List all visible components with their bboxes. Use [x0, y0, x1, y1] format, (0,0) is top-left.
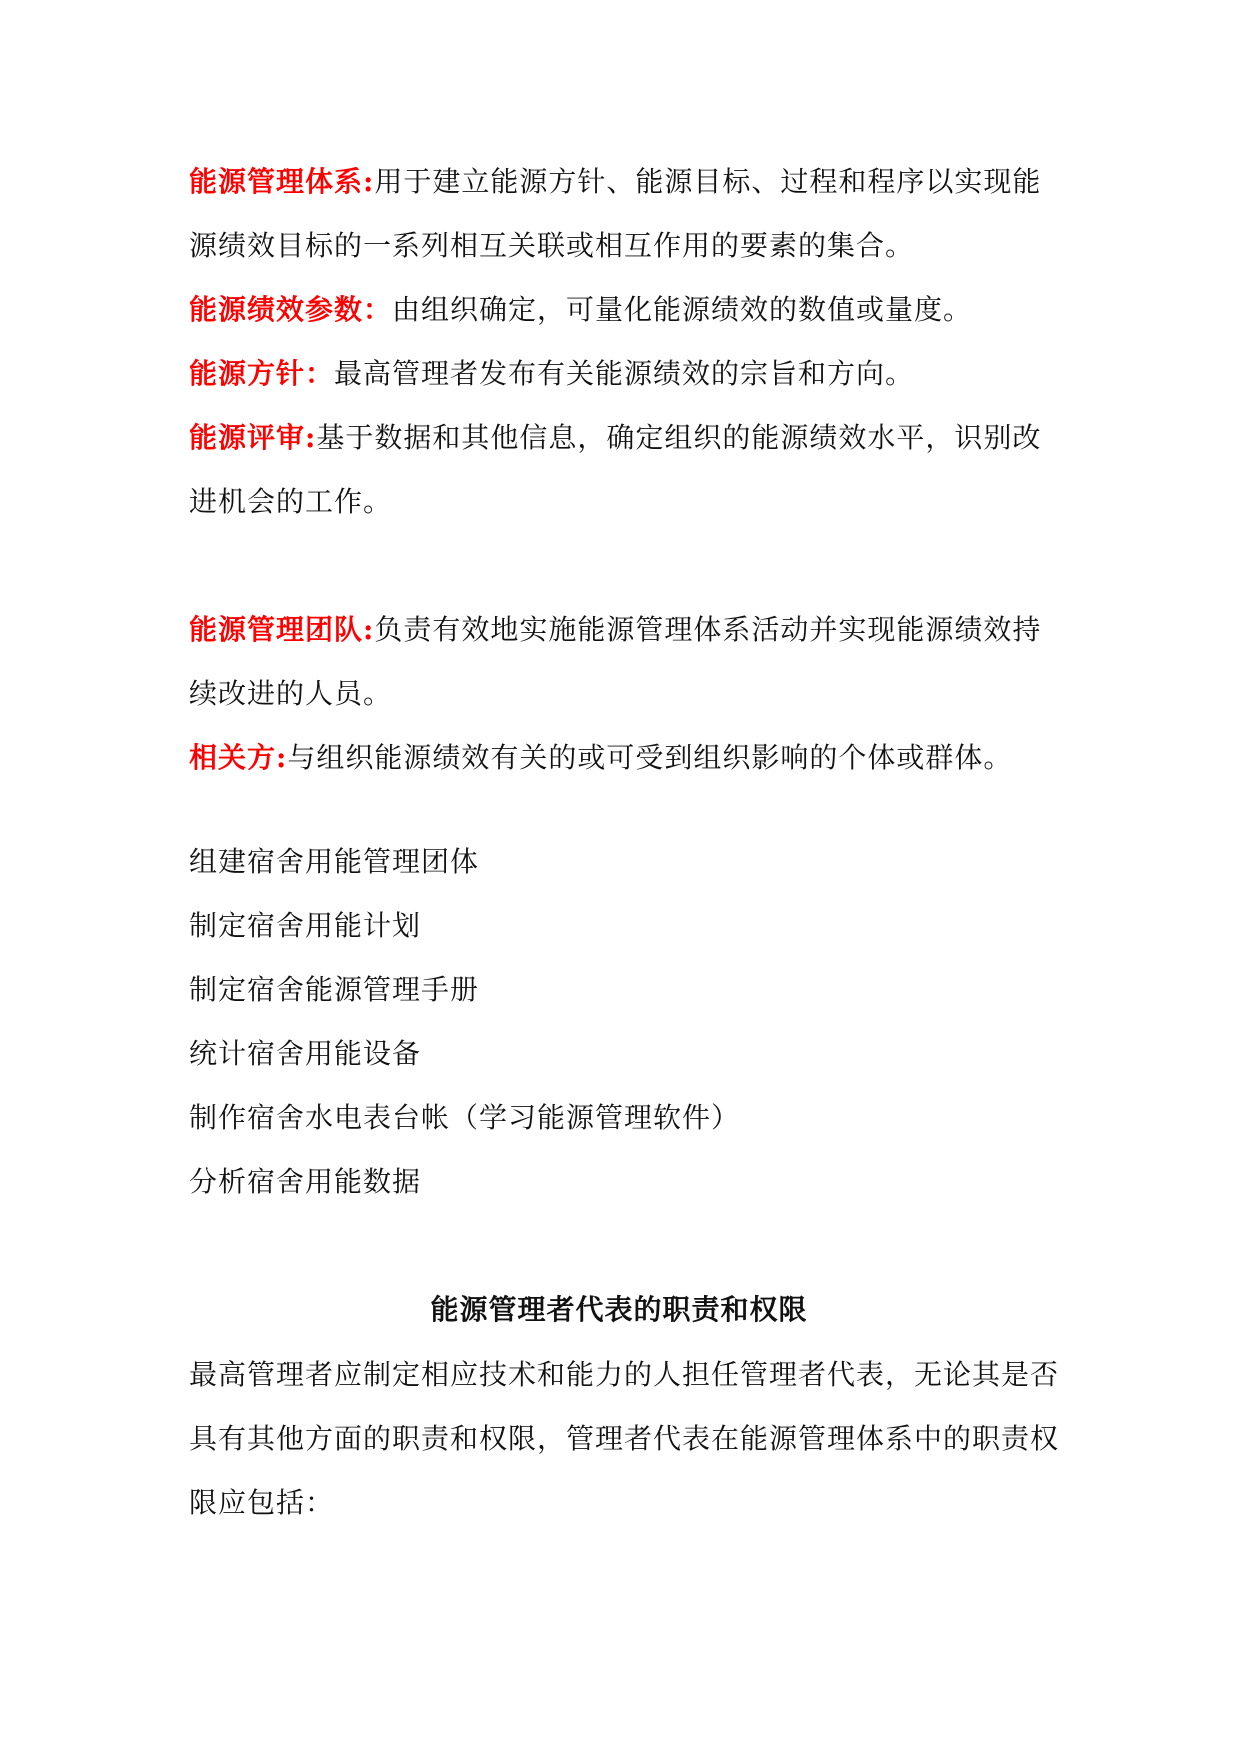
definition-text: 用于建立能源方针、能源目标、过程和程序以实现能源绩效目标的一系列相互关联或相互作用的要素的集合。: [189, 165, 1042, 262]
definition-energy-review: [189, 406, 1069, 534]
definition-term: 能源方针：: [189, 357, 335, 390]
definition-term: 相关方:: [189, 741, 288, 774]
definition-interested-party: [189, 726, 1069, 790]
definition-energy-performance-indicator: [189, 278, 1069, 342]
task-item: 制定宿舍用能计划: [189, 909, 422, 942]
definition-term: 能源管理体系:: [189, 165, 375, 198]
task-item: 分析宿舍用能数据: [189, 1165, 422, 1198]
section-heading: 能源管理者代表的职责和权限: [430, 1293, 808, 1326]
task-item: 组建宿舍用能管理团体: [189, 845, 480, 878]
definition-term: 能源管理团队:: [189, 613, 375, 646]
definition-term: 能源绩效参数：: [189, 293, 393, 326]
definition-text: 最高管理者发布有关能源绩效的宗旨和方向。: [334, 357, 915, 390]
definition-text: 由组织确定，可量化能源绩效的数值或量度。: [392, 293, 973, 326]
definition-energy-management-system: [189, 150, 1069, 278]
task-item: 制作宿舍水电表台帐（学习能源管理软件）: [189, 1101, 741, 1134]
definition-term: 能源评审:: [189, 421, 317, 454]
definition-energy-management-team: [189, 598, 1069, 726]
section-body: 最高管理者应制定相应技术和能力的人担任管理者代表，无论其是否具有其他方面的职责和权限，管理者代表在能源管理体系中的职责权限应包括：: [189, 1358, 1060, 1519]
definition-energy-policy: [189, 342, 1069, 406]
task-item: 统计宿舍用能设备: [189, 1037, 422, 1070]
definition-text: 负责有效地实施能源管理体系活动并实现能源绩效持续改进的人员。: [189, 613, 1042, 710]
definition-text: 基于数据和其他信息，确定组织的能源绩效水平，识别改进机会的工作。: [189, 421, 1042, 518]
task-item: 制定宿舍能源管理手册: [189, 973, 480, 1006]
definition-text: 与组织能源绩效有关的或可受到组织影响的个体或群体。: [287, 741, 1013, 774]
